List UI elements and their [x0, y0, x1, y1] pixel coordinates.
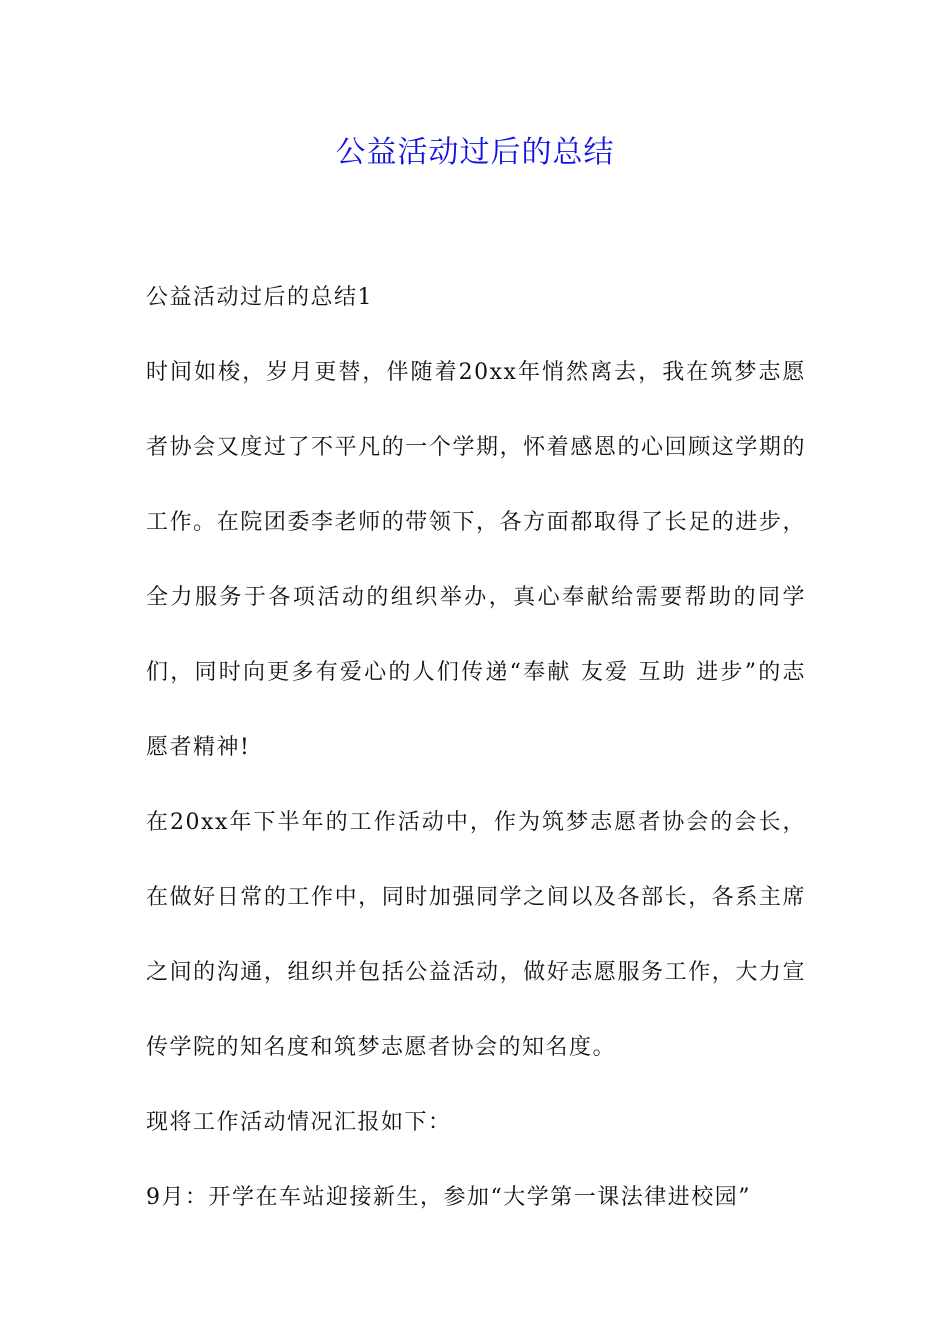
document-title: 公益活动过后的总结: [335, 135, 615, 170]
paragraph-intro: 时间如梭，岁月更替，伴随着20xx年悄然离去，我在筑梦志愿者协会又度过了不平凡的一个学期，怀着感恩的心回顾这学期的工作。在院团委李老师的带领下，各方面都取得了长足的进步，全力服务于各项活动的组织举办，真心奉献给需要帮助的同学们，同时向更多有爱心的人们传递“奉献 友爱 互助 进步”的志愿者精神!: [146, 360, 806, 760]
document-body: [146, 260, 806, 1235]
paragraph-september: 9月：开学在车站迎接新生，参加“大学第一课法律进校园”: [146, 1185, 751, 1210]
section-heading: 公益活动过后的总结1: [146, 285, 373, 310]
paragraph-report-lead: 现将工作活动情况汇报如下：: [146, 1110, 452, 1135]
paragraph-work: 在20xx年下半年的工作活动中，作为筑梦志愿者协会的会长，在做好日常的工作中，同时加强同学之间以及各部长，各系主席之间的沟通，组织并包括公益活动，做好志愿服务工作，大力宣传学院的知名度和筑梦志愿者协会的知名度。: [146, 810, 806, 1060]
